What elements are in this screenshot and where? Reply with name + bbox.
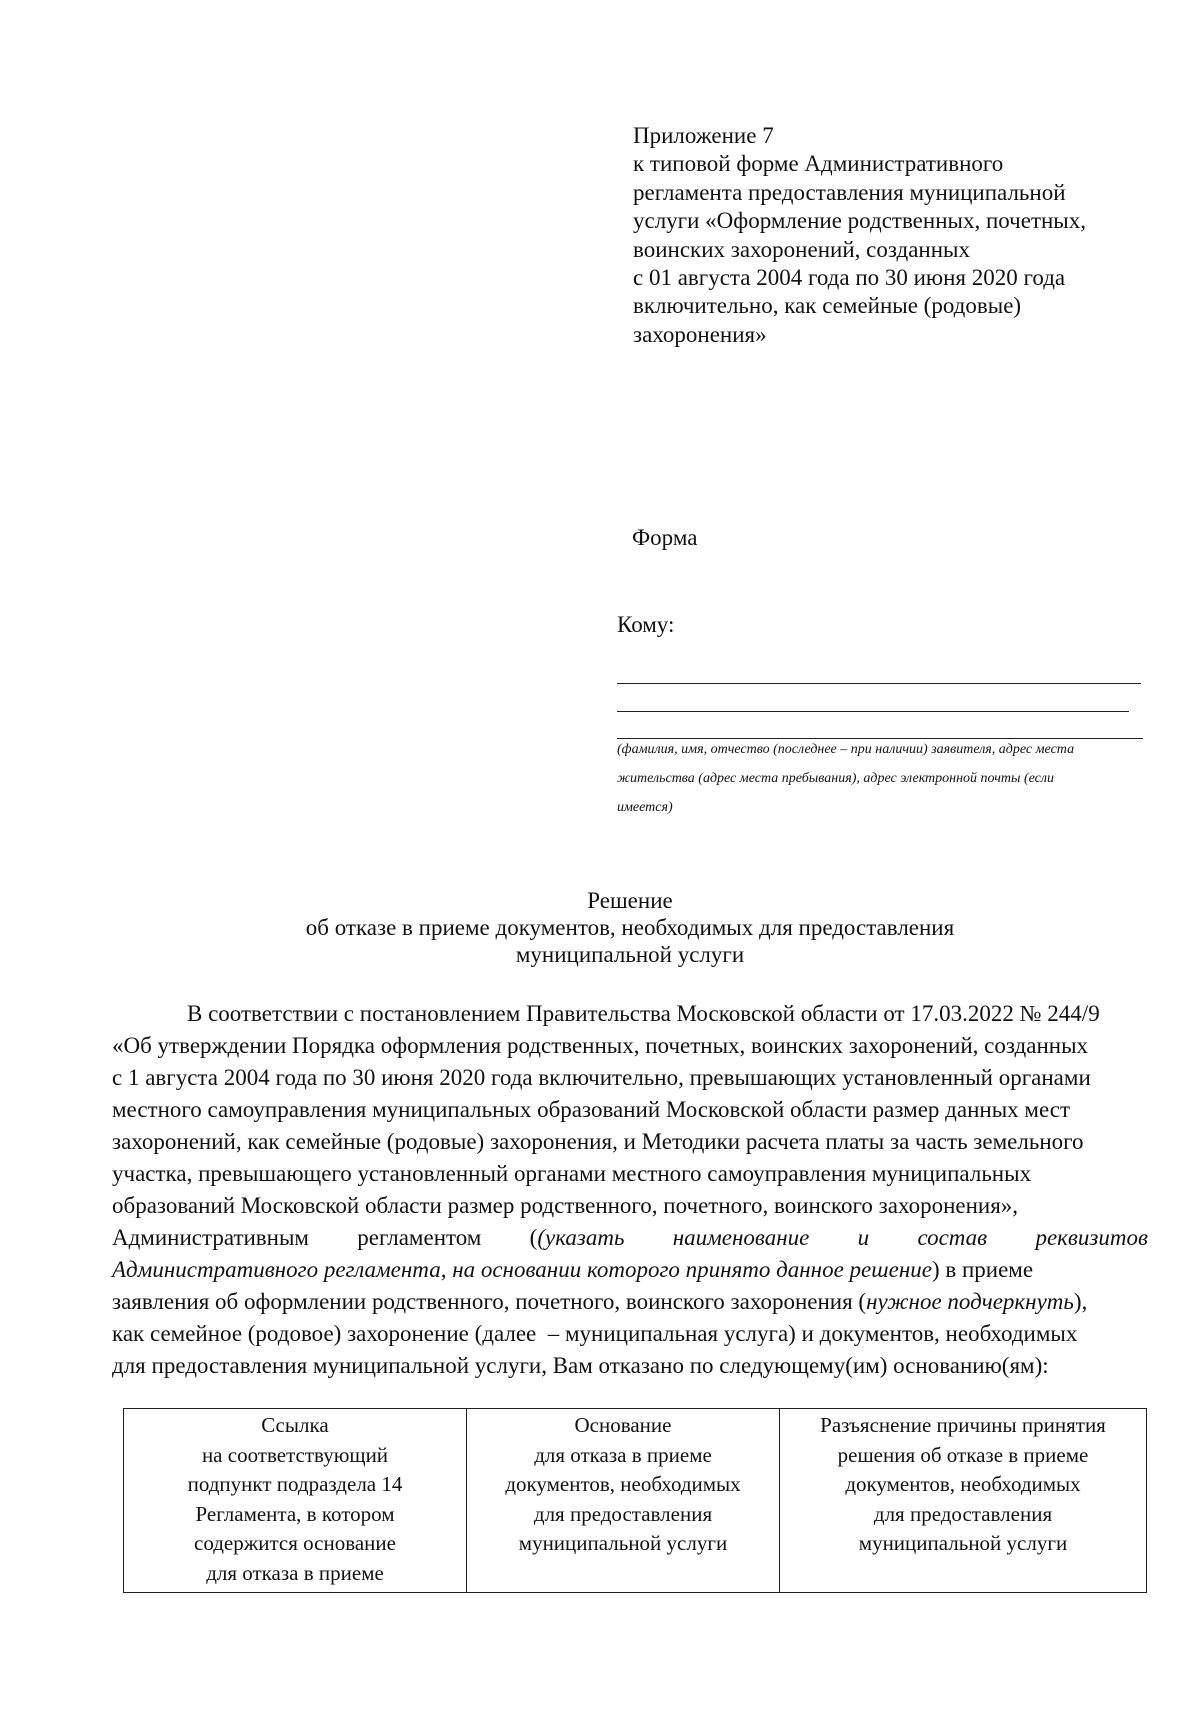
form-label: Форма xyxy=(632,525,698,550)
body-line: для предоставления муниципальной услуги, Вам отказано по следующему(им) основанию(ям): xyxy=(112,1353,1049,1378)
recipient-line-1[interactable] xyxy=(617,683,1141,684)
body-line: образований Московской области размер родственного, почетного, воинского захоронения», xyxy=(112,1193,1019,1218)
body-line: как семейное (родовое) захоронение (далее – муниципальная услуга) и документов, необходимых xyxy=(112,1321,1078,1346)
appendix-line: к типовой форме Административного xyxy=(633,151,1004,177)
appendix-line: регламента предоставления муниципальной xyxy=(633,179,1066,205)
decision-body xyxy=(112,998,1148,1382)
table-header-reference: Ссылка на соответствующий подпункт подраздела 14 Регламента, в котором содержится основание для отказа в приеме xyxy=(124,1409,467,1593)
reasons-table xyxy=(123,1408,1147,1593)
title-line-3: муниципальной услуги xyxy=(515,942,745,967)
appendix-line: Приложение 7 xyxy=(633,123,774,148)
appendix-line: включительно, как семейные (родовые) xyxy=(633,293,1022,319)
decision-title xyxy=(0,887,1200,968)
title-line-1: Решение xyxy=(587,888,673,913)
recipient-label: Кому: xyxy=(617,612,675,637)
title-line-2: об отказе в приеме документов, необходимых для предоставления xyxy=(305,915,955,940)
table-header-explanation: Разъяснение причины принятия решения об отказе в приеме документов, необходимых для предоставления муниципальной услуги xyxy=(780,1409,1147,1593)
appendix-line: захоронения» xyxy=(633,321,767,347)
caption-line: (фамилия, имя, отчество (последнее – при наличии) заявителя, адрес места xyxy=(617,742,1075,757)
body-line: захоронений, как семейные (родовые) захоронения, и Методики расчета платы за часть земельного xyxy=(112,1129,1084,1154)
appendix-header xyxy=(633,122,1133,349)
body-line: заявления об оформлении родственного, почетного, воинского захоронения ( нужное подчеркнуть ), xyxy=(112,1289,1088,1314)
body-line: «Об утверждении Порядка оформления родственных, почетных, воинских захоронений, созданных xyxy=(112,1033,1089,1058)
body-line: с 1 августа 2004 года по 30 июня 2020 года включительно, превышающих установленный органами xyxy=(112,1065,1091,1090)
caption-line: жительства (адрес места пребывания), адрес электронной почты (если xyxy=(617,771,1054,786)
caption-line: имеется) xyxy=(617,800,673,815)
appendix-line: услуги «Оформление родственных, почетных, xyxy=(633,208,1087,234)
appendix-line: воинских захоронений, созданных xyxy=(633,236,970,262)
recipient-line-2[interactable] xyxy=(617,711,1129,712)
body-line: В соответствии с постановлением Правительства Московской области от 17.03.2022 № 244/9 xyxy=(187,1001,1100,1026)
body-line: участка, превышающего установленный органами местного самоуправления муниципальных xyxy=(112,1161,1032,1186)
table-header-row xyxy=(124,1409,1147,1593)
appendix-line: с 01 августа 2004 года по 30 июня 2020 года xyxy=(633,265,1066,291)
recipient-caption xyxy=(617,735,1143,822)
body-line: местного самоуправления муниципальных образований Московской области размер данных мест xyxy=(112,1097,1070,1122)
body-line: Административным регламентом ((указать наименование и состав реквизитов xyxy=(112,1225,1148,1250)
table-header-reason: Основание для отказа в приеме документов, необходимых для предоставления муниципальной услуги xyxy=(467,1409,780,1593)
body-line: Административного регламента, на основании которого принято данное решение ) в приеме xyxy=(112,1257,1034,1282)
